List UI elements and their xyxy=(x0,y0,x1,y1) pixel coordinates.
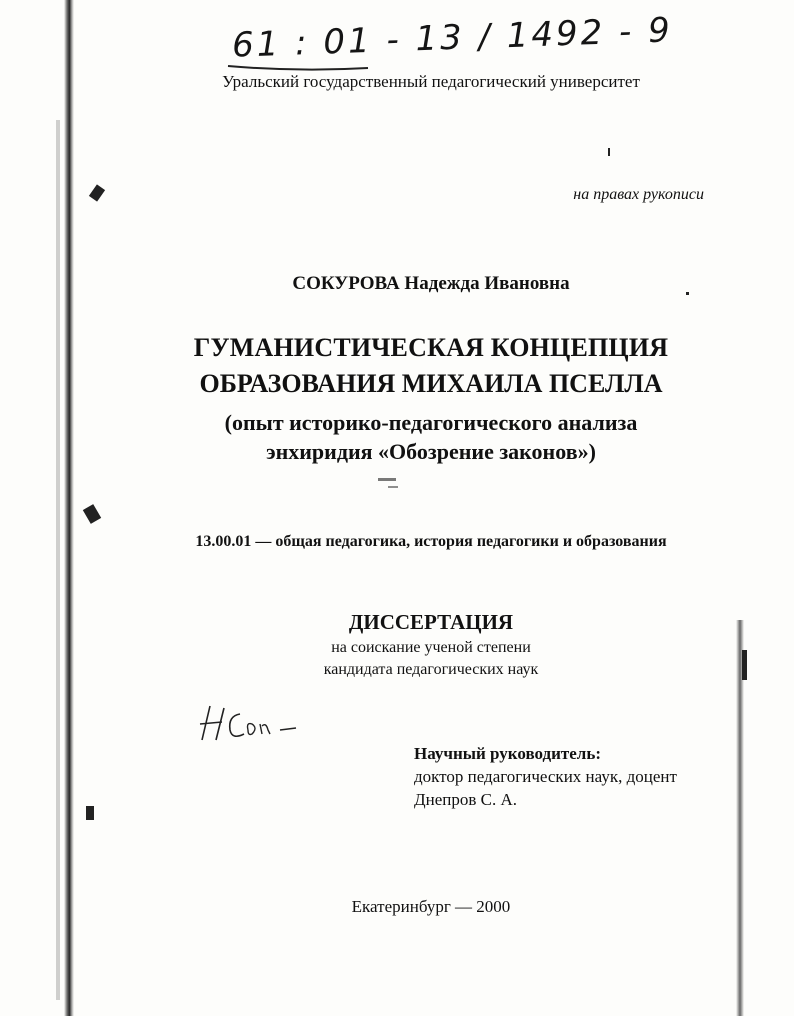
document-type: ДИССЕРТАЦИЯ xyxy=(348,610,514,634)
author-name: СОКУРОВА Надежда Ивановна xyxy=(292,273,570,294)
university-name: Уральский государственный педагогический университет xyxy=(222,72,640,91)
supervisor-degree: доктор педагогических наук, доцент xyxy=(414,767,677,786)
scan-speck xyxy=(388,486,398,488)
title-line-2: ОБРАЗОВАНИЯ МИХАИЛА ПСЕЛЛА xyxy=(199,369,663,398)
subtitle-line-2: энхиридия «Обозрение законов») xyxy=(266,439,596,464)
manuscript-rights-note: на правах рукописи xyxy=(573,186,704,203)
supervisor-name: Днепров С. А. xyxy=(414,790,517,809)
supervisor-label: Научный руководитель: xyxy=(414,744,601,763)
city-year: Екатеринбург — 2000 xyxy=(351,897,511,916)
title-line-1: ГУМАНИСТИЧЕСКАЯ КОНЦЕПЦИЯ xyxy=(193,333,669,362)
subtitle-line-1: (опыт историко-педагогического анализа xyxy=(224,410,638,435)
scan-left-shadow xyxy=(56,120,60,1000)
scan-speck xyxy=(378,478,396,481)
scan-speck xyxy=(83,504,101,524)
degree-line-1: на соискание ученой степени xyxy=(331,639,531,656)
specialty-code: 13.00.01 — общая педагогика, история педагогики и образования xyxy=(195,533,667,550)
scan-speck xyxy=(608,148,610,156)
degree-line-2: кандидата педагогических наук xyxy=(323,661,539,678)
call-number-underline xyxy=(218,14,578,74)
scan-speck xyxy=(86,806,94,820)
scan-speck xyxy=(89,184,105,201)
handwritten-signature xyxy=(196,700,306,750)
handwritten-call-number: 61 : 01 - 13 / 1492 - 9 xyxy=(231,10,674,66)
scan-left-edge xyxy=(64,0,74,1016)
